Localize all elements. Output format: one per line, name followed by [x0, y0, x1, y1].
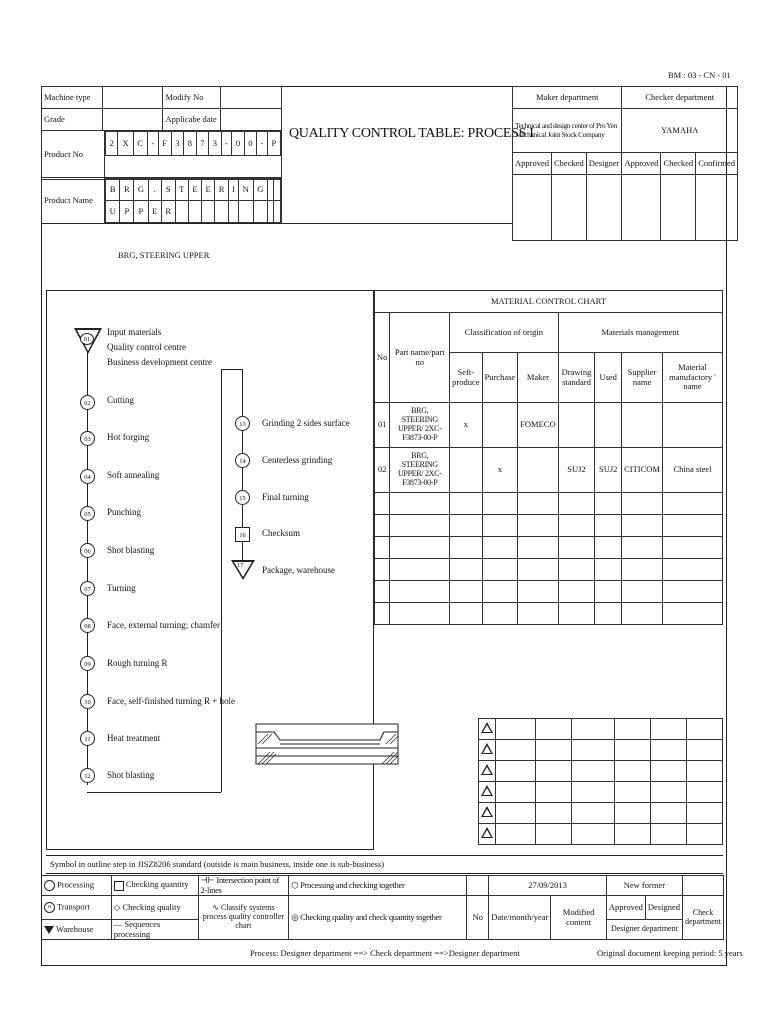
legend-intersection: Intersection point of 2-lines [200, 875, 280, 895]
char-cell: 2 [106, 132, 118, 156]
char-cell: T [175, 179, 188, 201]
mgmt-header: Materials management [558, 313, 722, 353]
designed-label: Designed [645, 896, 682, 920]
legend-checking-quantity: Checking quantity [125, 879, 189, 890]
check-department-label: Check department [682, 896, 723, 940]
step-label: Face, self-finished turning R + hole [107, 696, 236, 706]
chart-title: MATERIAL CONTROL CHART [375, 291, 723, 313]
role-checked: Checked [661, 153, 696, 175]
no-header: No [375, 313, 390, 403]
step-label: Heat treatment [107, 733, 161, 743]
grade-label: Grade [42, 109, 103, 131]
step-extra: Quality control centre [107, 342, 186, 352]
legend-processing-checking: Processing and checking together [300, 879, 405, 890]
check-square-icon: 16 [235, 527, 250, 542]
triangle-icon [481, 785, 493, 796]
char-cell: 3 [209, 132, 221, 156]
triangle-icon [481, 827, 493, 838]
legend-classify: Classify systems process quality controller chart [202, 903, 285, 930]
role-approved: Approved [622, 153, 661, 175]
triangle-icon [481, 722, 493, 733]
hexagon-icon: ⬡ [291, 879, 299, 890]
step-label: Checksum [262, 528, 300, 538]
role-confirmed: Confirmed [696, 153, 738, 175]
char-cell: R [215, 179, 229, 201]
product-no-table [41, 130, 282, 180]
char-cell: . [148, 179, 161, 201]
char-cell: P [120, 201, 134, 223]
legend-check-quality-quantity: Checking quality and check quantity together [300, 911, 442, 922]
char-cell: E [202, 179, 215, 201]
char-cell: P [267, 132, 280, 156]
col-header: Maker [518, 353, 558, 403]
header-divider [41, 223, 512, 224]
page-title: QUALITY CONTROL TABLE: PROCESS I [289, 126, 534, 141]
revision-content: New former [606, 876, 682, 896]
col-header: Purchase [482, 353, 518, 403]
wave-icon: ∿ [212, 903, 219, 913]
process-circle-icon: 10 [80, 694, 95, 709]
process-circle-icon: 05 [80, 506, 95, 521]
no-label: No [467, 896, 489, 940]
legend-warehouse: Warehouse [55, 923, 94, 934]
step-label: Cutting [107, 395, 135, 405]
char-cell: 0 [232, 132, 244, 156]
triangle-icon [481, 764, 493, 775]
col-header: Supplier name [622, 353, 663, 403]
product-info-table [41, 86, 282, 131]
legend-table [42, 875, 724, 940]
checker-name: YAMAHA [622, 109, 738, 153]
document-code: BM : 03 - CN - 01 [668, 70, 731, 80]
triangle-icon [481, 806, 493, 817]
circle-square-icon: ◎ [291, 911, 299, 922]
char-cell: P [134, 201, 148, 223]
char-cell: N [239, 179, 253, 201]
char-cell: G [253, 179, 267, 201]
product-no-chars [105, 131, 281, 179]
step-label: Input materials [107, 327, 162, 337]
char-cell: - [147, 132, 158, 156]
char-cell: E [148, 201, 161, 223]
role-checked: Checked [552, 153, 587, 175]
col-header: Used [595, 353, 622, 403]
part-caption: BRG, STEERING UPPER [118, 250, 210, 260]
step-label: Turning [107, 583, 136, 593]
part-header: Part name/part no [390, 313, 450, 403]
step-label: Final turning [262, 492, 309, 502]
maker-name: Technical and design center of Pro Yen Mechanical Joint Stock Company [513, 109, 622, 153]
product-name-label: Product Name [42, 178, 105, 224]
legend-sequences: Sequences processing [113, 919, 161, 939]
char-cell: R [120, 179, 134, 201]
char-cell: F [158, 132, 171, 156]
legend-transport: Transport [56, 901, 90, 912]
char-cell: G [134, 179, 148, 201]
table-row: 02 BRG, STEERING UPPER/ 2XC-F3873-00-P x SUJ2 SUJ2 CITICOM China steel [375, 448, 723, 493]
triangle-icon [481, 743, 493, 754]
product-no-label: Product No [42, 131, 105, 180]
legend-processing: Processing [57, 879, 94, 890]
square-icon [114, 881, 124, 891]
legend-checking-quality: Checking quality [122, 901, 181, 912]
approved-label: Approved [606, 896, 645, 920]
char-cell: U [106, 201, 120, 223]
step-label: Face, external turning; chamfer [107, 620, 220, 630]
process-circle-icon: 02 [80, 395, 95, 410]
process-circle-icon: 08 [80, 618, 95, 633]
process-circle-icon: 11 [80, 731, 95, 746]
maker-department-label: Maker department [513, 87, 622, 109]
char-cell: S [161, 179, 175, 201]
step-label: Hot forging [107, 432, 150, 442]
step-no: 17 [237, 562, 244, 569]
process-circle-icon: 06 [80, 543, 95, 558]
step-label: Punching [107, 507, 142, 517]
col-header: Material manufactory ' name [662, 353, 722, 403]
char-cell: 3 [171, 132, 183, 156]
flow-line-main [87, 345, 88, 785]
char-cell: C [133, 132, 147, 156]
approval-table [512, 86, 738, 241]
standard-note: Symbol in outline step in JISZ8206 standard (outside is main business, inside one is sub-business) [50, 859, 385, 869]
char-cell: 7 [196, 132, 208, 156]
char-cell: - [221, 132, 232, 156]
modify-no-label: Modify No [163, 87, 221, 109]
char-cell: - [257, 132, 268, 156]
checker-department-label: Checker department [622, 87, 738, 109]
keeping-period-note: Original document keeping period: 5 years [597, 948, 743, 958]
product-name-table [41, 177, 282, 224]
flow-line-top [221, 369, 242, 370]
processing-circle-icon [44, 880, 55, 891]
role-approved: Approved [513, 153, 552, 175]
revision-grid [478, 718, 723, 845]
diamond-icon: ◇ [113, 901, 121, 912]
col-header: Drawing standard [558, 353, 595, 403]
date-label: Date/month/year [489, 896, 551, 940]
step-label: Centerless grinding [262, 455, 333, 465]
transport-circle-icon: o [44, 902, 55, 913]
char-cell: E [188, 179, 201, 201]
warehouse-triangle-icon [44, 926, 54, 934]
process-circle-icon: 07 [80, 581, 95, 596]
char-cell: B [106, 179, 120, 201]
process-circle-icon: 09 [80, 656, 95, 671]
step-label: Soft annealing [107, 470, 160, 480]
step-label: Package, warehouse [262, 565, 335, 575]
applicable-date-label: Applicabe date [163, 109, 221, 131]
process-circle-icon: 03 [80, 431, 95, 446]
char-cell: R [161, 201, 175, 223]
process-circle-icon: 14 [235, 453, 250, 468]
col-header: Seft-produce [450, 353, 482, 403]
step-label: Shot blasting [107, 770, 155, 780]
step-label: Grinding 2 sides surface [262, 418, 350, 428]
product-name-chars [105, 178, 281, 223]
revision-date: 27/09/2013 [489, 876, 607, 896]
machine-type-label: Machine type [42, 87, 103, 109]
intersection-icon: ⊣⊢ [200, 875, 215, 886]
part-cross-section-drawing [252, 718, 402, 770]
role-designer: Designer [586, 153, 622, 175]
char-cell: 8 [184, 132, 196, 156]
char-cell: I [229, 179, 239, 201]
modified-label: Modified content [551, 896, 606, 940]
char-cell: X [118, 132, 133, 156]
origin-header: Classification of origin [450, 313, 559, 353]
process-circle-icon: 04 [80, 469, 95, 484]
material-control-chart [374, 290, 723, 625]
process-flow-note: Process: Designer department ==> Check department ==>Designer department [250, 948, 520, 958]
dash-icon: — [113, 919, 123, 930]
process-circle-icon: 15 [235, 490, 250, 505]
step-label: Rough turning R [107, 658, 168, 668]
flow-line-bottom [87, 792, 221, 793]
step-no: 01 [80, 333, 94, 345]
flow-line-connector [221, 369, 222, 792]
process-circle-icon: 12 [80, 768, 95, 783]
step-label: Shot blasting [107, 545, 155, 555]
process-circle-icon: 13 [235, 416, 250, 431]
step-extra: Business development centre [107, 357, 212, 367]
table-row: 01 BRG, STEERING UPPER/ 2XC-F3873-00-P x FOMECO [375, 403, 723, 448]
char-cell: 0 [244, 132, 256, 156]
designer-department-label: Designer department [606, 920, 682, 940]
